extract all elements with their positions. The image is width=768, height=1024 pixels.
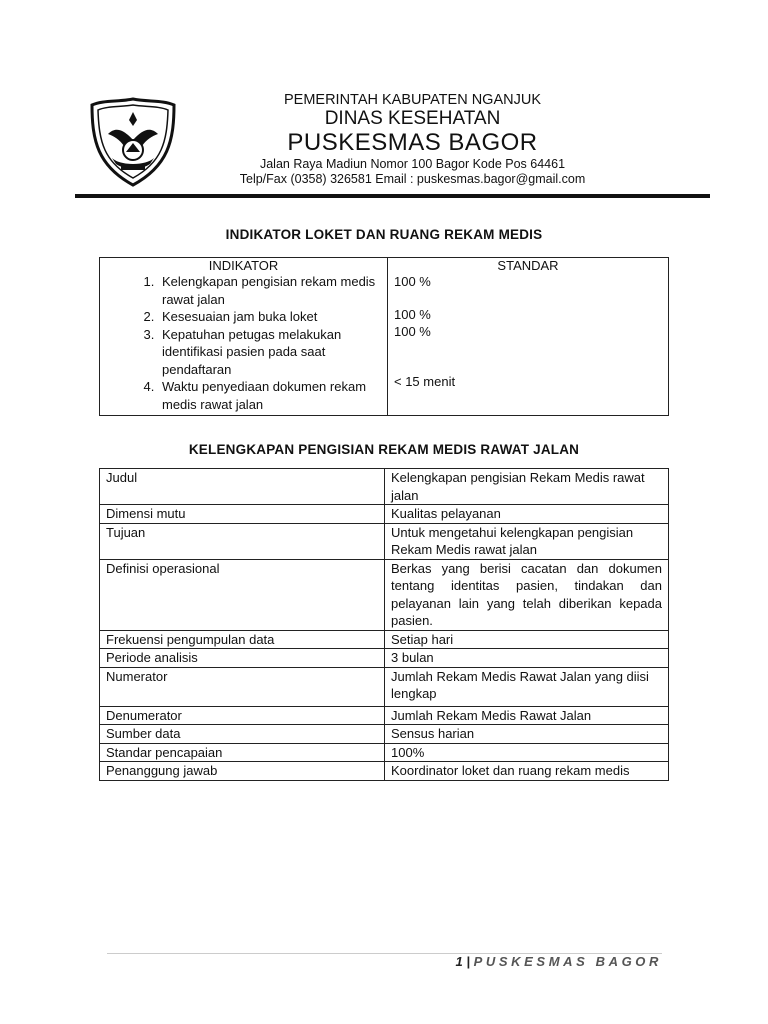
indicator-profile-table [99, 468, 669, 781]
row-label: Denumerator [100, 706, 385, 725]
contact-line: Telp/Fax (0358) 326581 Email : puskesmas.bagor@gmail.com [239, 172, 586, 186]
row-value: Sensus harian [385, 725, 669, 744]
table-row [100, 667, 669, 706]
indicator-item: 4. Waktu penyediaan dokumen rekam medis rawat jalan [158, 378, 381, 413]
row-value: Kualitas pelayanan [385, 505, 669, 524]
letterhead [0, 88, 768, 198]
row-label: Definisi operasional [100, 559, 385, 630]
indicator-list [106, 273, 381, 413]
row-label: Standar pencapaian [100, 743, 385, 762]
indicator-table [99, 257, 669, 416]
indicator-item: 2. Kesesuaian jam buka loket [158, 308, 381, 326]
table-row [100, 762, 669, 781]
table-row [100, 706, 669, 725]
department-name: DINAS KESEHATAN [324, 108, 501, 129]
page-footer [456, 954, 662, 969]
row-label: Judul [100, 469, 385, 505]
table-row [100, 523, 669, 559]
row-label: Sumber data [100, 725, 385, 744]
row-label: Penanggung jawab [100, 762, 385, 781]
footer-brand: PUSKESMAS BAGOR [473, 954, 662, 969]
regency-emblem-logo [88, 96, 178, 188]
institution-name: PUSKESMAS BAGOR [287, 129, 538, 156]
row-value: 3 bulan [385, 649, 669, 668]
row-value: Untuk mengetahui kelengkapan pengisian Rekam Medis rawat jalan [385, 523, 669, 559]
indicator-item: 3. Kepatuhan petugas melakukan identifikasi pasien pada saat pendaftaran [158, 326, 381, 379]
standard-value: 100 % [394, 306, 431, 322]
indicator-item: 1. Kelengkapan pengisian rekam medis rawat jalan [158, 273, 381, 308]
row-label: Periode analisis [100, 649, 385, 668]
row-value: Jumlah Rekam Medis Rawat Jalan yang diisi lengkap [385, 667, 669, 706]
table-row [100, 630, 669, 649]
indicator-list-cell [100, 273, 388, 416]
row-label: Tujuan [100, 523, 385, 559]
table-row [100, 725, 669, 744]
standard-value: < 15 menit [394, 373, 456, 389]
table-row [100, 743, 669, 762]
row-label: Frekuensi pengumpulan data [100, 630, 385, 649]
standard-value: 100 % [394, 274, 431, 289]
row-value: Kelengkapan pengisian Rekam Medis rawat jalan [385, 469, 669, 505]
page-number: 1 [455, 954, 463, 969]
row-label: Dimensi mutu [100, 505, 385, 524]
standard-list-cell [388, 273, 669, 416]
row-value: Setiap hari [385, 630, 669, 649]
row-value: 100% [385, 743, 669, 762]
completeness-section-title: KELENGKAPAN PENGISIAN REKAM MEDIS RAWAT JALAN [188, 442, 580, 457]
row-value: Berkas yang berisi cacatan dan dokumen tentang identitas pasien, tindakan dan pelayanan lain yang telah diberikan kepada pasien. [385, 559, 669, 630]
footer-separator: | [466, 954, 471, 969]
indicator-column-header: INDIKATOR [100, 258, 388, 274]
government-name: PEMERINTAH KABUPATEN NGANJUK [283, 92, 541, 108]
indicator-section-title: INDIKATOR LOKET DAN RUANG REKAM MEDIS [225, 227, 543, 242]
table-row [100, 559, 669, 630]
table-row [100, 469, 669, 505]
row-value: Koordinator loket dan ruang rekam medis [385, 762, 669, 781]
standard-column-header: STANDAR [388, 258, 669, 274]
standard-value: 100 % [394, 324, 431, 339]
address-line: Jalan Raya Madiun Nomor 100 Bagor Kode Pos 64461 [259, 157, 566, 171]
table-row [100, 505, 669, 524]
header-divider [75, 194, 710, 198]
table-row [100, 649, 669, 668]
row-label: Numerator [100, 667, 385, 706]
row-value: Jumlah Rekam Medis Rawat Jalan [385, 706, 669, 725]
